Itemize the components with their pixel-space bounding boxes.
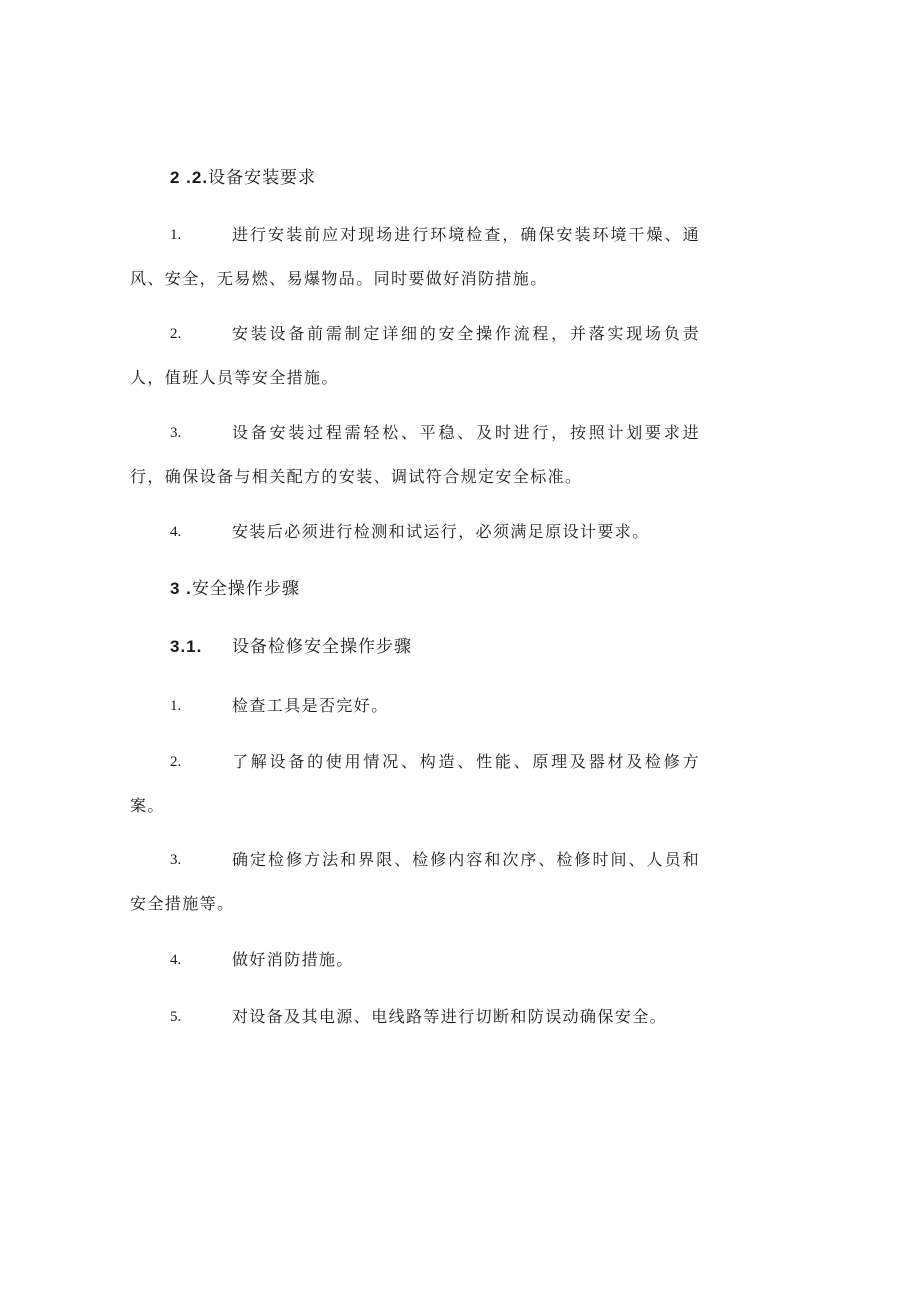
section-title: 设备检修安全操作步骤 xyxy=(232,637,412,657)
list-item xyxy=(130,312,700,400)
section-title: 安全操作步骤 xyxy=(191,579,300,599)
item-text: 做好消防措施。 xyxy=(232,950,354,969)
item-number: 1. xyxy=(170,698,182,714)
section-number: 3.1. xyxy=(170,637,203,656)
item-text: 了解设备的使用情况、构造、性能、原理及器材及检修方案。 xyxy=(130,752,700,815)
item-number: 5. xyxy=(170,1009,182,1025)
item-text: 安装后必须进行检测和试运行，必须满足原设计要求。 xyxy=(232,522,650,541)
item-text: 确定检修方法和界限、检修内容和次序、检修时间、人员和安全措施等。 xyxy=(130,850,700,913)
item-number: 2. xyxy=(170,754,182,770)
list-item xyxy=(130,938,700,982)
list-item xyxy=(130,510,700,554)
item-text: 进行安装前应对现场进行环境检查，确保安装环境干燥、通风、安全，无易燃、易爆物品。同时要做好消防措施。 xyxy=(130,225,700,288)
list-item xyxy=(130,213,700,301)
item-number: 4. xyxy=(170,524,182,540)
section-heading-3 xyxy=(170,577,300,601)
item-number: 4. xyxy=(170,952,182,968)
section-title: 设备安装要求 xyxy=(208,168,317,188)
item-text: 安装设备前需制定详细的安全操作流程，并落实现场负责人，值班人员等安全措施。 xyxy=(130,324,700,387)
list-item xyxy=(130,684,700,728)
item-number: 2. xyxy=(170,326,182,342)
list-item xyxy=(130,740,700,828)
section-number: 2 .2. xyxy=(170,168,209,187)
item-number: 3. xyxy=(170,425,182,441)
item-text: 设备安装过程需轻松、平稳、及时进行，按照计划要求进行，确保设备与相关配方的安装、调试符合规定安全标准。 xyxy=(130,423,700,486)
section-heading-2-2 xyxy=(170,166,316,190)
section-number: 3 . xyxy=(170,579,192,598)
item-text: 对设备及其电源、电线路等进行切断和防误动确保安全。 xyxy=(232,1007,668,1026)
list-item xyxy=(130,838,700,926)
item-number: 1. xyxy=(170,227,182,243)
list-item xyxy=(130,411,700,499)
section-heading-3-1 xyxy=(170,635,412,659)
item-text: 检查工具是否完好。 xyxy=(232,696,389,715)
list-item xyxy=(130,995,700,1039)
item-number: 3. xyxy=(170,852,182,868)
